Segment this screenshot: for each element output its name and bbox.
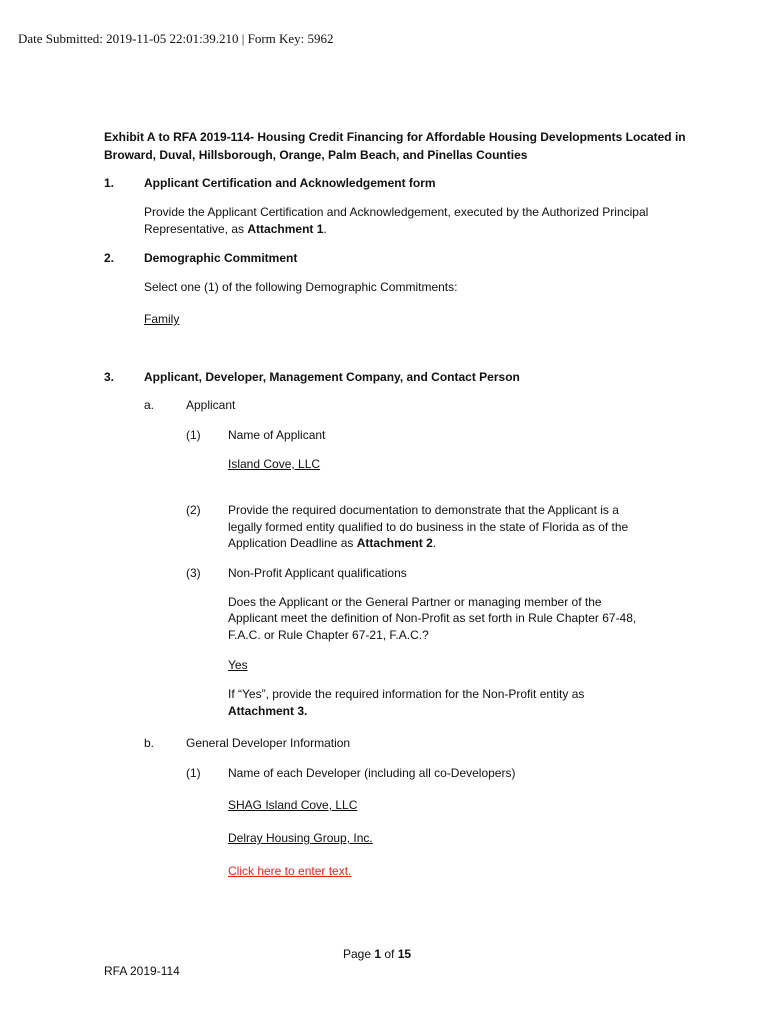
section-1-text-line2 [144, 221, 327, 238]
item-a2-text-line3 [228, 535, 436, 552]
exhibit-title-line1: Exhibit A to RFA 2019-114- Housing Credit Financing for Affordable Housing Developments Located in [104, 130, 686, 144]
item-a2-text-line1: Provide the required documentation to demonstrate that the Applicant is a [228, 503, 619, 517]
item-a1-number: (1) [186, 428, 201, 442]
page-current: 1 [374, 947, 382, 961]
item-a1-label: Name of Applicant [228, 428, 326, 442]
developer-name-field-2[interactable]: Delray Housing Group, Inc. [228, 831, 373, 845]
subsection-a-label: Applicant [186, 398, 236, 412]
attachment-3-label: Attachment 3. [228, 704, 308, 718]
page-label-pre: Page [343, 947, 375, 961]
item-b1-label: Name of each Developer (including all co-Developers) [228, 766, 516, 780]
subsection-a-letter: a. [144, 398, 155, 412]
item-a3-question-line3: F.A.C. or Rule Chapter 67-21, F.A.C.? [228, 628, 429, 642]
section-3-heading: Applicant, Developer, Management Company, and Contact Person [144, 370, 520, 384]
page-label-mid: of [381, 947, 398, 961]
section-2-heading: Demographic Commitment [144, 251, 298, 265]
section-1-text-post: . [323, 222, 327, 236]
section-2-number: 2. [104, 251, 115, 265]
applicant-name-field[interactable]: Island Cove, LLC [228, 457, 321, 471]
item-a3-number: (3) [186, 566, 201, 580]
item-a2-text-post: . [432, 536, 437, 550]
item-b1-number: (1) [186, 766, 201, 780]
document-reference: RFA 2019-114 [104, 964, 180, 978]
item-a3-label: Non-Profit Applicant qualifications [228, 566, 407, 580]
subsection-b-letter: b. [144, 736, 155, 750]
item-a3-question-line1: Does the Applicant or the General Partner or managing member of the [228, 595, 602, 609]
page-total: 15 [397, 947, 412, 961]
section-1-number: 1. [104, 176, 115, 190]
subsection-b-label: General Developer Information [186, 736, 351, 750]
attachment-1-label: Attachment 1 [247, 222, 324, 236]
section-2-text: Select one (1) of the following Demographic Commitments: [144, 280, 458, 294]
item-a3-instruction-line1: If “Yes”, provide the required information for the Non-Profit entity as [228, 687, 585, 701]
nonprofit-answer-field[interactable]: Yes [228, 658, 248, 672]
attachment-2-label: Attachment 2 [356, 536, 433, 550]
developer-name-field-3[interactable]: Click here to enter text. [228, 864, 352, 878]
page-number [343, 946, 411, 963]
section-1-text-pre: Representative, as [144, 222, 248, 236]
item-a2-number: (2) [186, 503, 201, 517]
item-a2-text-line2: legally formed entity qualified to do business in the state of Florida as of the [228, 520, 629, 534]
submission-stamp: Date Submitted: 2019-11-05 22:01:39.210 | Form Key: 5962 [18, 31, 334, 46]
section-1-heading: Applicant Certification and Acknowledgement form [144, 176, 436, 190]
section-1-text-line1: Provide the Applicant Certification and Acknowledgement, executed by the Authorized Principal [144, 205, 649, 219]
item-a2-text-pre: Application Deadline as [228, 536, 357, 550]
demographic-answer-field[interactable]: Family [144, 312, 180, 326]
section-3-number: 3. [104, 370, 115, 384]
item-a3-question-line2: Applicant meet the definition of Non-Profit as set forth in Rule Chapter 67-48, [228, 611, 637, 625]
developer-name-field-1[interactable]: SHAG Island Cove, LLC [228, 798, 358, 812]
exhibit-title-line2: Broward, Duval, Hillsborough, Orange, Palm Beach, and Pinellas Counties [104, 148, 528, 162]
